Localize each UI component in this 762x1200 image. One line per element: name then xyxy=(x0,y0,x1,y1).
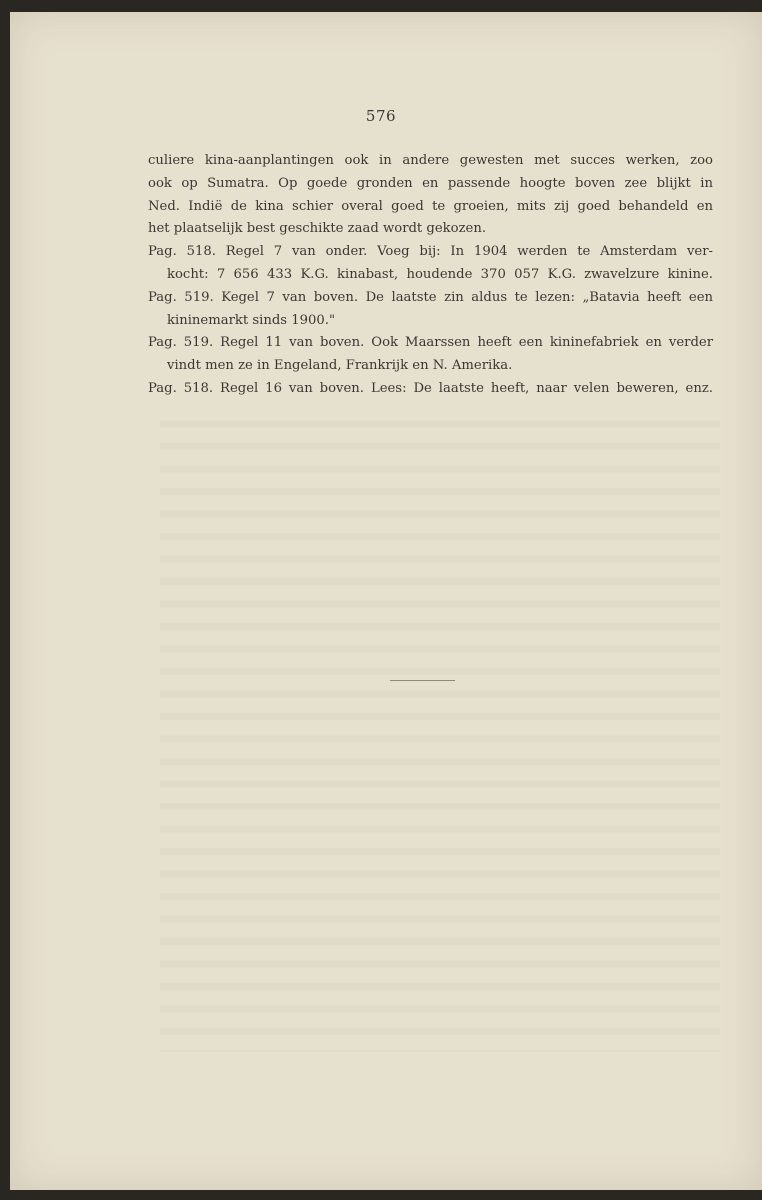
text-line: vindt men ze in Engeland, Frankrijk en N. Amerika. xyxy=(167,358,513,374)
text-line: kocht: 7 656 433 K.G. kinabast, houdende 370 057 K.G. zwavelzure kinine. xyxy=(167,266,713,282)
body-text xyxy=(148,150,713,401)
text-line: Pag. 519. Kegel 7 van boven. De laatste zin aldus te lezen: „Batavia heeft een xyxy=(148,289,713,305)
text-line: kininemarkt sinds 1900." xyxy=(167,312,336,328)
text-line: Pag. 518. Regel 7 van onder. Voeg bij: In 1904 werden te Amsterdam ver- xyxy=(148,244,713,260)
text-line: Ned. Indië de kina schier overal goed te groeien, mits zij goed behandeld en xyxy=(148,198,713,214)
text-line: Pag. 518. Regel 16 van boven. Lees: De laatste heeft, naar velen beweren, enz. xyxy=(148,380,713,396)
page-number: 576 xyxy=(365,107,397,125)
text-line: culiere kina-aanplantingen ook in andere gewesten met succes werken, zoo xyxy=(148,153,713,168)
text-line: ook op Sumatra. Op goede gronden en passende hoogte boven zee blijkt in xyxy=(148,175,713,191)
text-line: Pag. 519. Regel 11 van boven. Ook Maarssen heeft een kininefabriek en verder xyxy=(148,335,713,351)
section-divider xyxy=(390,680,455,681)
show-through-text xyxy=(160,412,720,1052)
text-line: het plaatselijk best geschikte zaad wordt gekozen. xyxy=(148,221,487,237)
